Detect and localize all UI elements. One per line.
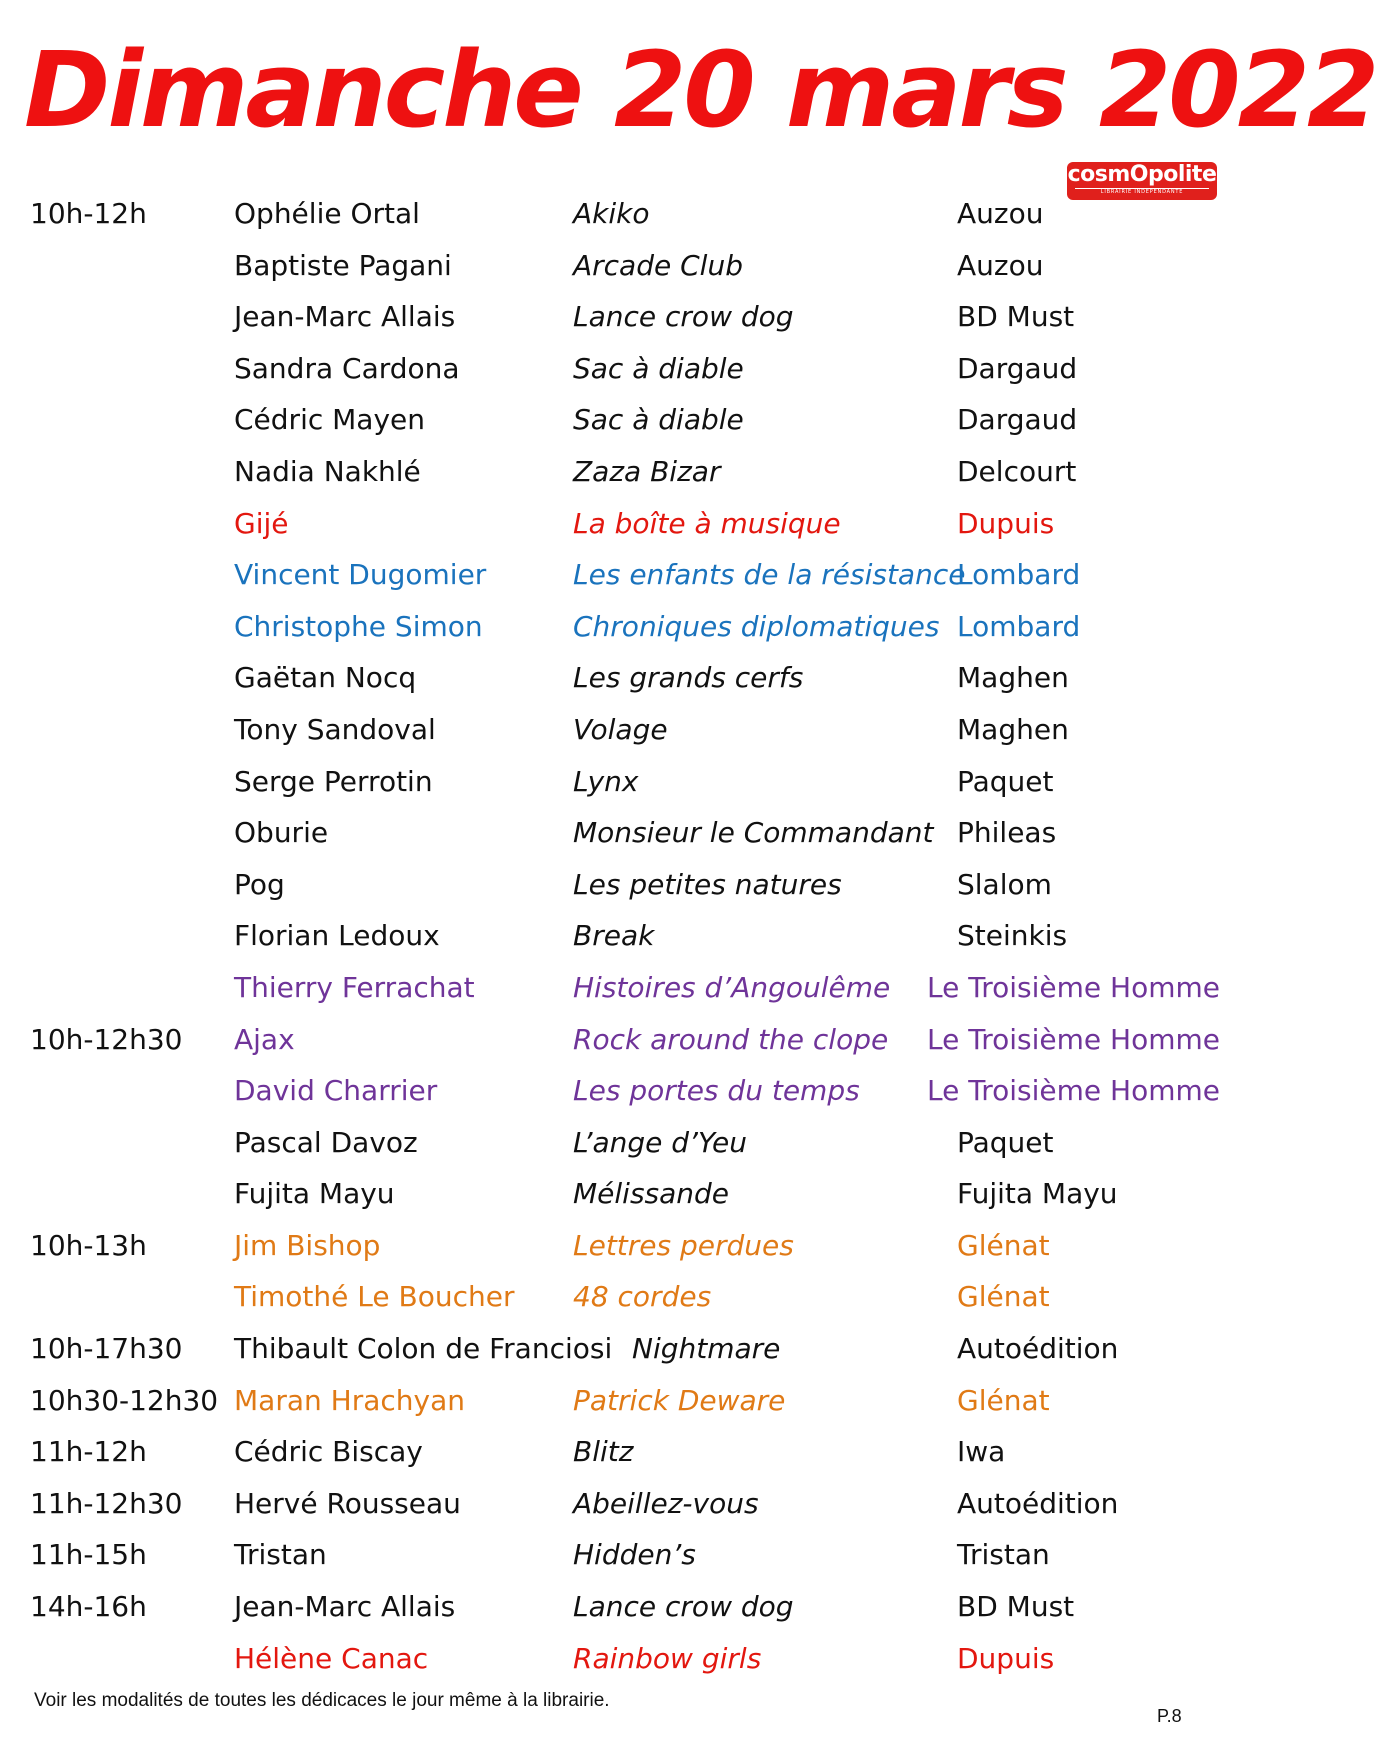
table-row bbox=[0, 188, 1240, 240]
book-title: Mélissande bbox=[573, 1177, 730, 1211]
publisher-name: Auzou bbox=[957, 248, 1044, 282]
author-name: Hélène Canac bbox=[234, 1641, 429, 1675]
author-name: Tristan bbox=[234, 1538, 327, 1572]
author-name: Fujita Mayu bbox=[234, 1177, 395, 1211]
table-row bbox=[0, 1271, 1240, 1323]
book-title: Lettres perdues bbox=[573, 1228, 794, 1262]
table-row bbox=[0, 549, 1240, 601]
author-name: Cédric Biscay bbox=[234, 1435, 423, 1469]
author-name: Hervé Rousseau bbox=[234, 1486, 461, 1520]
author-name: Jean-Marc Allais bbox=[234, 300, 456, 334]
publisher-name: Auzou bbox=[957, 197, 1044, 230]
table-row bbox=[0, 240, 1240, 292]
author-name: Ophélie Ortal bbox=[234, 197, 420, 230]
table-row bbox=[0, 1014, 1240, 1066]
author-name: Baptiste Pagani bbox=[234, 248, 452, 282]
author-name: Christophe Simon bbox=[234, 609, 483, 643]
author-name: Nadia Nakhlé bbox=[234, 454, 421, 488]
publisher-name: Autoédition bbox=[957, 1332, 1119, 1366]
table-row bbox=[0, 1220, 1240, 1272]
time-slot: 11h-15h bbox=[30, 1538, 147, 1572]
time-slot: 10h-12h30 bbox=[30, 1022, 183, 1056]
book-title: Blitz bbox=[573, 1435, 634, 1469]
table-row bbox=[0, 1426, 1240, 1478]
time-slot: 10h-12h bbox=[30, 197, 147, 230]
publisher-name: Lombard bbox=[957, 609, 1081, 643]
publisher-name: Maghen bbox=[957, 712, 1069, 746]
book-title: Monsieur le Commandant bbox=[573, 816, 934, 850]
book-title: Rock around the clope bbox=[573, 1022, 889, 1056]
time-slot: 14h-16h bbox=[30, 1590, 147, 1624]
time-slot: 10h-13h bbox=[30, 1228, 147, 1262]
table-row bbox=[0, 1529, 1240, 1581]
publisher-name: Dargaud bbox=[957, 403, 1078, 437]
table-row bbox=[0, 704, 1240, 756]
time-slot: 11h-12h30 bbox=[30, 1486, 183, 1520]
book-title: L’ange d’Yeu bbox=[573, 1125, 747, 1159]
book-title: Sac à diable bbox=[573, 403, 744, 437]
publisher-name: Dargaud bbox=[957, 351, 1078, 385]
book-title: Lance crow dog bbox=[573, 1590, 794, 1624]
publisher-name: Iwa bbox=[957, 1435, 1006, 1469]
book-title: Abeillez-vous bbox=[573, 1486, 759, 1520]
publisher-name: Paquet bbox=[957, 764, 1054, 798]
book-title: Nightmare bbox=[632, 1332, 781, 1366]
book-title: Rainbow girls bbox=[573, 1641, 762, 1675]
author-name: Serge Perrotin bbox=[234, 764, 433, 798]
publisher-name: Le Troisième Homme bbox=[927, 1074, 1220, 1108]
table-row bbox=[0, 446, 1240, 498]
author-name: Timothé Le Boucher bbox=[234, 1280, 515, 1314]
publisher-name: Le Troisième Homme bbox=[927, 1022, 1220, 1056]
book-title: Zaza Bizar bbox=[573, 454, 721, 488]
book-title: Sac à diable bbox=[573, 351, 744, 385]
publisher-name: Dupuis bbox=[957, 506, 1055, 540]
table-row bbox=[0, 1117, 1240, 1169]
publisher-name: Maghen bbox=[957, 661, 1069, 695]
book-title: Hidden’s bbox=[573, 1538, 696, 1572]
time-slot: 10h30-12h30 bbox=[30, 1383, 219, 1417]
publisher-name: Delcourt bbox=[957, 454, 1077, 488]
book-title: Les enfants de la résistance bbox=[573, 558, 966, 592]
book-title: Lynx bbox=[573, 764, 639, 798]
table-row bbox=[0, 1478, 1240, 1530]
table-row bbox=[0, 1581, 1240, 1633]
publisher-name: BD Must bbox=[957, 1590, 1075, 1624]
table-row bbox=[0, 601, 1240, 653]
publisher-name: Phileas bbox=[957, 816, 1057, 850]
publisher-name: Steinkis bbox=[957, 919, 1068, 953]
publisher-name: BD Must bbox=[957, 300, 1075, 334]
book-title: Les grands cerfs bbox=[573, 661, 804, 695]
book-title: 48 cordes bbox=[573, 1280, 712, 1314]
author-name: Gaëtan Nocq bbox=[234, 661, 417, 695]
table-row bbox=[0, 291, 1240, 343]
publisher-name: Glénat bbox=[957, 1383, 1050, 1417]
author-name: Maran Hrachyan bbox=[234, 1383, 465, 1417]
publisher-name: Glénat bbox=[957, 1228, 1050, 1262]
author-name: Florian Ledoux bbox=[234, 919, 440, 953]
table-row bbox=[0, 962, 1240, 1014]
table-row bbox=[0, 394, 1240, 446]
publisher-name: Glénat bbox=[957, 1280, 1050, 1314]
table-row bbox=[0, 498, 1240, 550]
page-title: Dimanche 20 mars 2022 bbox=[24, 29, 1376, 151]
table-row bbox=[0, 1375, 1240, 1427]
author-name: Jean-Marc Allais bbox=[234, 1590, 456, 1624]
author-name: Pascal Davoz bbox=[234, 1125, 418, 1159]
table-row bbox=[0, 652, 1240, 704]
time-slot: 11h-12h bbox=[30, 1435, 147, 1469]
book-title: Break bbox=[573, 919, 655, 953]
publisher-name: Paquet bbox=[957, 1125, 1054, 1159]
publisher-name: Tristan bbox=[957, 1538, 1050, 1572]
author-name: Vincent Dugomier bbox=[234, 558, 487, 592]
author-name: Pog bbox=[234, 867, 285, 901]
publisher-name: Dupuis bbox=[957, 1641, 1055, 1675]
author-name: Thibault Colon de Franciosi bbox=[234, 1332, 613, 1366]
publisher-name: Fujita Mayu bbox=[957, 1177, 1118, 1211]
author-name: Gijé bbox=[234, 506, 289, 540]
book-title: Arcade Club bbox=[573, 248, 743, 282]
author-name: Tony Sandoval bbox=[234, 712, 436, 746]
publisher-name: Slalom bbox=[957, 867, 1052, 901]
time-slot: 10h-17h30 bbox=[30, 1332, 183, 1366]
page-number: P.8 bbox=[1157, 1706, 1182, 1726]
author-name: Jim Bishop bbox=[234, 1228, 381, 1262]
schedule-table bbox=[0, 188, 1240, 1684]
table-row bbox=[0, 756, 1240, 808]
table-row bbox=[0, 859, 1240, 911]
table-row bbox=[0, 1065, 1240, 1117]
publisher-name: Lombard bbox=[957, 558, 1081, 592]
book-title: Les petites natures bbox=[573, 867, 842, 901]
author-name: Cédric Mayen bbox=[234, 403, 425, 437]
book-title: La boîte à musique bbox=[573, 506, 841, 540]
table-row bbox=[0, 910, 1240, 962]
author-name: Ajax bbox=[234, 1022, 295, 1056]
author-name: David Charrier bbox=[234, 1074, 438, 1108]
footnote: Voir les modalités de toutes les dédicaces le jour même à la librairie. bbox=[34, 1690, 610, 1711]
author-name: Sandra Cardona bbox=[234, 351, 460, 385]
book-title: Patrick Deware bbox=[573, 1383, 786, 1417]
book-title: Volage bbox=[573, 712, 668, 746]
book-title: Chroniques diplomatiques bbox=[573, 609, 940, 643]
table-row bbox=[0, 1323, 1240, 1375]
table-row bbox=[0, 343, 1240, 395]
table-row bbox=[0, 807, 1240, 859]
book-title: Les portes du temps bbox=[573, 1074, 860, 1108]
logo-brand: cosmOpolite bbox=[1067, 162, 1217, 187]
book-title: Akiko bbox=[573, 197, 650, 230]
book-title: Histoires d’Angoulême bbox=[573, 970, 891, 1004]
publisher-name: Le Troisième Homme bbox=[927, 970, 1220, 1004]
author-name: Oburie bbox=[234, 816, 329, 850]
table-row bbox=[0, 1168, 1240, 1220]
author-name: Thierry Ferrachat bbox=[234, 970, 475, 1004]
book-title: Lance crow dog bbox=[573, 300, 794, 334]
logo-tagline: LIBRAIRIE INDÉPENDANTE bbox=[1075, 188, 1209, 196]
publisher-name: Autoédition bbox=[957, 1486, 1119, 1520]
table-row bbox=[0, 1633, 1240, 1685]
